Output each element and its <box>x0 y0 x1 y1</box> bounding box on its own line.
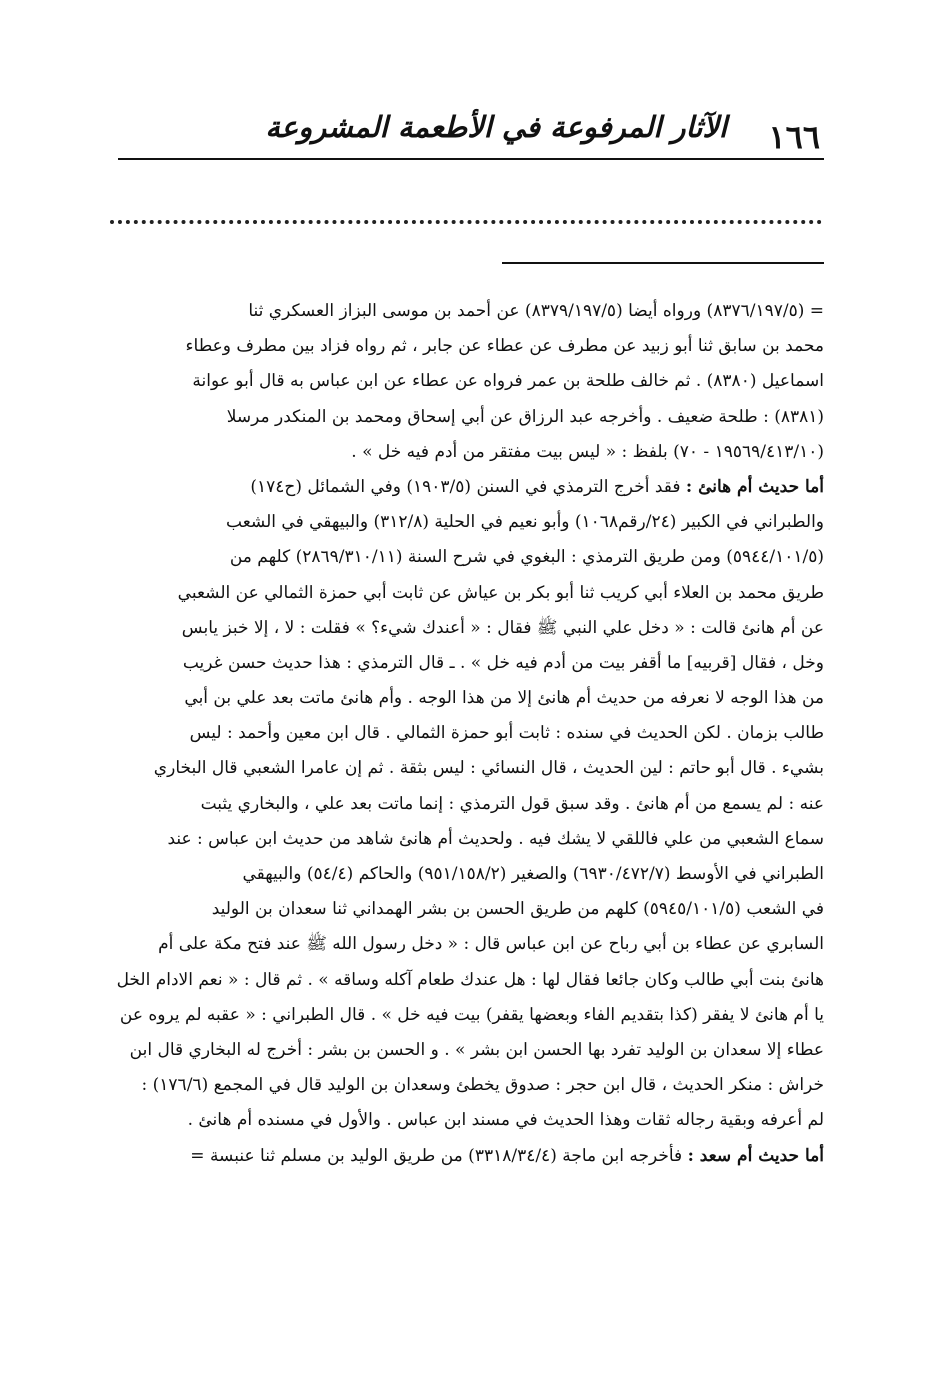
text-line <box>110 1139 824 1174</box>
line-text: محمد بن سابق ثنا أبو زبيد عن مطرف عن عطاء عن جابر ، ثم رواه فزاد بين مطرف وعطاء <box>185 336 824 357</box>
header-rule <box>118 158 824 160</box>
text-line <box>110 435 824 470</box>
line-text: طالب بزمان . لكن الحديث في سنده : ثابت أبو حمزة الثمالي . قال ابن معين وأحمد : ليس <box>189 723 824 744</box>
text-line <box>110 470 824 505</box>
line-text: وخل ، فقال [قربيه] ما أقفر بيت من أدم فيه خل » . ـ قال الترمذي : هذا حديث حسن غريب <box>182 652 824 673</box>
line-text: هانئ بنت أبي طالب وكان جائعا فقال لها : هل عندك طعام آكله وساقه » . ثم قال : « نعم الادام الخل <box>116 969 824 990</box>
line-text: يا أم هانئ لا يفقر (كذا بتقديم الفاء وبعضها يقفر) بيت فيه خل » . قال الطبراني : « عقبه لم يروه عن <box>119 1004 824 1025</box>
line-text: (٥٩٤٤/١٠١/٥) ومن طريق الترمذي : البغوي في شرح السنة (٢٨٦٩/٣١٠/١١) كلهم من <box>229 547 824 568</box>
line-text: من هذا الوجه لا نعرفه من حديث أم هانئ إلا من هذا الوجه . وأم هانئ ماتت بعد علي بن أبي <box>184 688 824 709</box>
line-text: عطاء إلا سعدان بن الوليد تفرد بها الحسن ابن بشر » . و الحسن بن بشر : أخرج له البخاري قال ابن <box>129 1039 824 1060</box>
text-line <box>110 681 824 716</box>
text-line <box>110 646 824 681</box>
line-text: الطبراني في الأوسط (٦٩٣٠/٤٧٢/٧) والصغير (٩٥١/١٥٨/٢) والحاكم (٥٤/٤) والبيهقي <box>242 864 824 884</box>
text-line <box>110 963 824 998</box>
text-line <box>110 1033 824 1068</box>
text-line <box>110 857 824 892</box>
line-text: فأخرجه ابن ماجة (٣٣١٨/٣٤/٤) من طريق الوليد بن مسلم ثنا عنبسة = <box>190 1145 688 1166</box>
text-line <box>110 751 824 786</box>
text-line <box>110 294 824 329</box>
line-text: خراش : منكر الحديث ، قال ابن حجر : صدوق يخطئ وسعدان بن الوليد قال في المجمع (١٧٦/٦) : <box>141 1075 824 1096</box>
line-text: في الشعب (٥٩٤٥/١٠١/٥) كلهم من طريق الحسن بن بشر الهمداني ثنا سعدان بن الوليد <box>211 899 824 920</box>
text-line <box>110 576 824 611</box>
text-line <box>110 329 824 364</box>
line-text: عنه : لم يسمع من أم هانئ . وقد سبق قول الترمذي : إنما ماتت بعد علي ، والبخاري يثبت <box>200 793 824 814</box>
text-line <box>110 1103 824 1138</box>
text-line <box>110 540 824 575</box>
line-text: بشيء . قال أبو حاتم : لين الحديث ، قال النسائي : ليس بثقة . ثم إن عامرا الشعبي قال البخاري <box>153 758 824 779</box>
text-line <box>110 611 824 646</box>
line-text: اسماعيل (٨٣٨٠) . ثم خالف طلحة بن عمر فرواه عن عطاء عن ابن عباس به قال أبو عوانة <box>192 371 824 392</box>
line-text: والطبراني في الكبير (٢٤/رقم١٠٦٨) وأبو نعيم في الحلية (٣١٢/٨) والبيهقي في الشعب <box>226 512 824 533</box>
text-line <box>110 400 824 435</box>
running-title: الآثار المرفوعة في الأطعمة المشروعة <box>265 110 727 144</box>
text-line <box>110 892 824 927</box>
dotted-separator <box>110 220 822 224</box>
line-text: سماع الشعبي من علي فاللقي لا يشك فيه . ولحديث أم هانئ شاهد من حديث ابن عباس : عند <box>167 828 824 849</box>
text-line <box>110 822 824 857</box>
text-line <box>110 787 824 822</box>
text-line <box>110 716 824 751</box>
line-text: (١٩٥٦٩/٤١٣/١٠ - ٧٠) بلفظ : « ليس بيت مفتقر من أدم فيه خل » . <box>351 441 824 462</box>
line-text: (٨٣٨١) : طلحة ضعيف . وأخرجه عبد الرزاق عن أبي إسحاق ومحمد بن المنكدر مرسلا <box>226 406 824 427</box>
text-line <box>110 364 824 399</box>
page-number: ١٦٦ <box>768 118 820 156</box>
line-text: فقد أخرج الترمذي في السنن (١٩٠٣/٥) وفي الشمائل (ح١٧٤) <box>250 476 686 497</box>
footnote-rule <box>502 262 824 264</box>
text-line <box>110 505 824 540</box>
line-text: طريق محمد بن العلاء أبي كريب ثنا أبو بكر بن عياش عن ثابت أبي حمزة الثمالي عن الشعبي <box>177 582 824 603</box>
body-text <box>110 294 824 1174</box>
text-line <box>110 1068 824 1103</box>
text-line <box>110 927 824 962</box>
line-text: = (٨٣٧٦/١٩٧/٥) ورواه أيضا (٨٣٧٩/١٩٧/٥) عن أحمد بن موسى البزاز العسكري ثنا <box>248 301 824 321</box>
line-text: لم أعرفه وبقية رجاله ثقات وهذا الحديث في مسند ابن عباس . والأول في مسنده أم هانئ . <box>187 1110 824 1131</box>
section-lead: أما حديث أم هانئ : <box>685 476 824 497</box>
line-text: عن أم هانئ قالت : « دخل علي النبي ﷺ فقال : « أعندك شيء؟ » فقلت : لا ، إلا خبز يابس <box>181 617 824 638</box>
line-text: السابري عن عطاء بن أبي رباح عن ابن عباس قال : « دخل رسول الله ﷺ عند فتح مكة على أم <box>158 934 824 955</box>
text-line <box>110 998 824 1033</box>
section-lead: أما حديث أم سعد : <box>687 1145 824 1166</box>
